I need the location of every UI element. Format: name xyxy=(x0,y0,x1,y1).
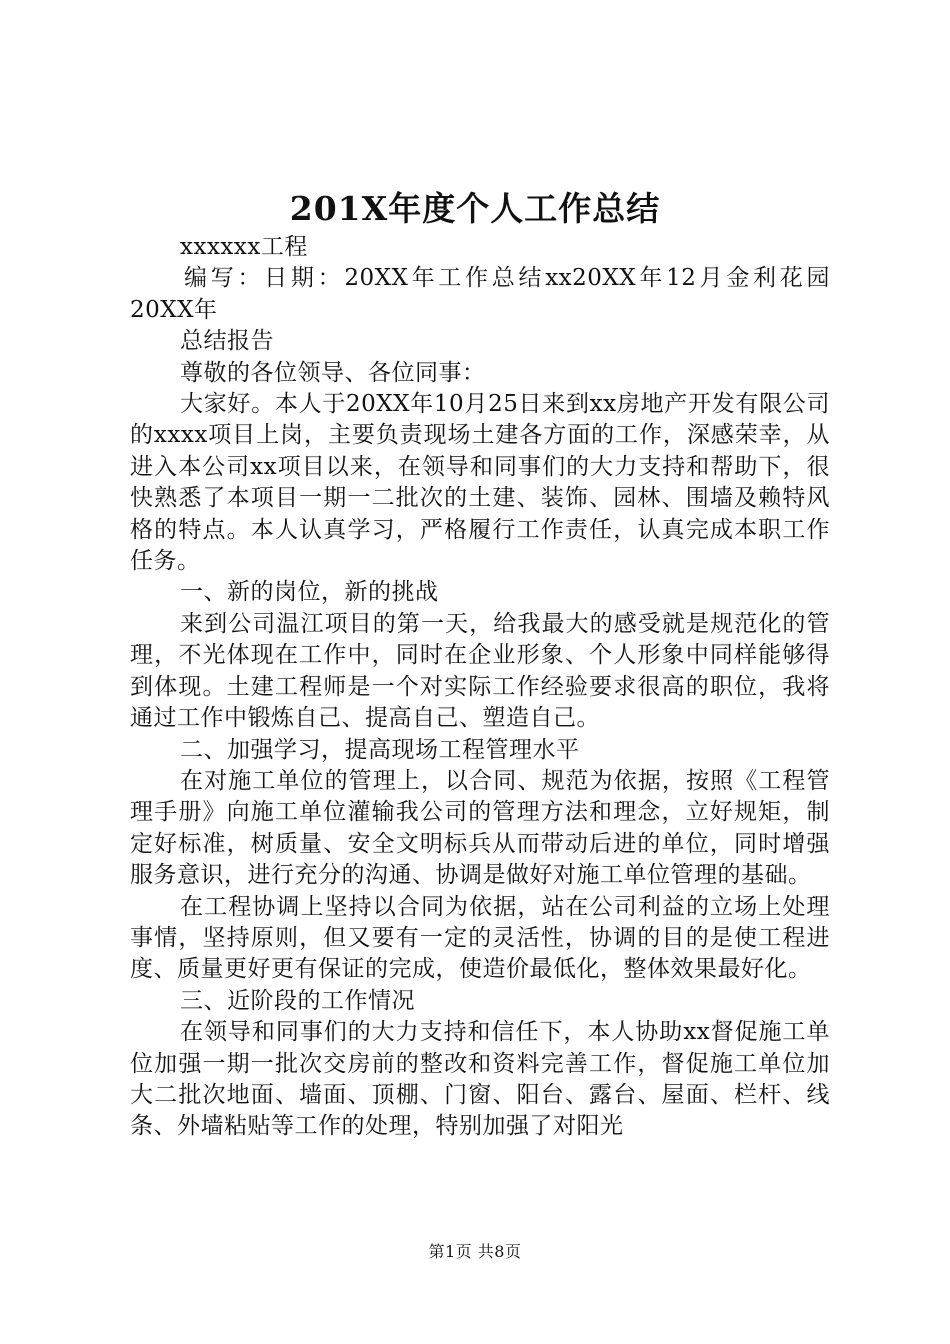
document-body xyxy=(130,232,830,1143)
paragraph-section-3: 在领导和同事们的大力支持和信任下，本人协助xx督促施工单位加强一期一批次交房前的整改和资料完善工作，督促施工单位加大二批次地面、墙面、顶棚、门窗、阳台、露台、屋面、栏杆、线条、外墙粘贴等工作的处理，特别加强了对阳光 xyxy=(130,1019,830,1140)
document-title: 201X年度个人工作总结 xyxy=(289,189,661,228)
paragraph-intro: 大家好。本人于20XX年10月25日来到xx房地产开发有限公司的xxxx项目上岗，主要负责现场土建各方面的工作，深感荣幸，从进入本公司xx项目以来，在领导和同事们的大力支持和帮助下，很快熟悉了本项目一期一二批次的土建、装饰、园林、围墙及赖特风格的特点。本人认真学习，严格履行工作责任，认真完成本职工作任务。 xyxy=(130,391,830,575)
section-heading-2: 二、加强学习，提高现场工程管理水平 xyxy=(180,736,580,763)
section-heading-3: 三、近阶段的工作情况 xyxy=(180,987,415,1014)
paragraph-section-1: 来到公司温江项目的第一天，给我最大的感受就是规范化的管理，不光体现在工作中，同时在企业形象、个人形象中同样能够得到体现。土建工程师是一个对实际工作经验要求很高的职位，我将通过工作中锻炼自己、提高自己、塑造自己。 xyxy=(130,610,830,732)
paragraph-section-2b: 在工程协调上坚持以合同为依据，站在公司利益的立场上处理事情，坚持原则，但又要有一定的灵活性，协调的目的是使工程进度、质量更好更有保证的完成，使造价最低化，整体效果最好化。 xyxy=(130,893,830,983)
paragraph-section-2a: 在对施工单位的管理上，以合同、规范为依据，按照《工程管理手册》向施工单位灌输我公司的管理方法和理念，立好规矩，制定好标准，树质量、安全文明标兵从而带动后进的单位，同时增强服务意识，进行充分的沟通、协调是做好对施工单位管理的基础。 xyxy=(130,767,830,889)
section-heading-1: 一、新的岗位，新的挑战 xyxy=(180,579,439,606)
paragraph-salutation: 尊敬的各位领导、各位同事： xyxy=(180,359,486,386)
paragraph-project-name: xxxxxx工程 xyxy=(180,234,308,260)
page-footer: 第1页 共8页 xyxy=(428,1242,522,1261)
paragraph-author-date: 编写：日期：20XX年工作总结xx20XX年12月金利花园20XX年 xyxy=(130,265,830,323)
paragraph-report-label: 总结报告 xyxy=(180,328,274,355)
